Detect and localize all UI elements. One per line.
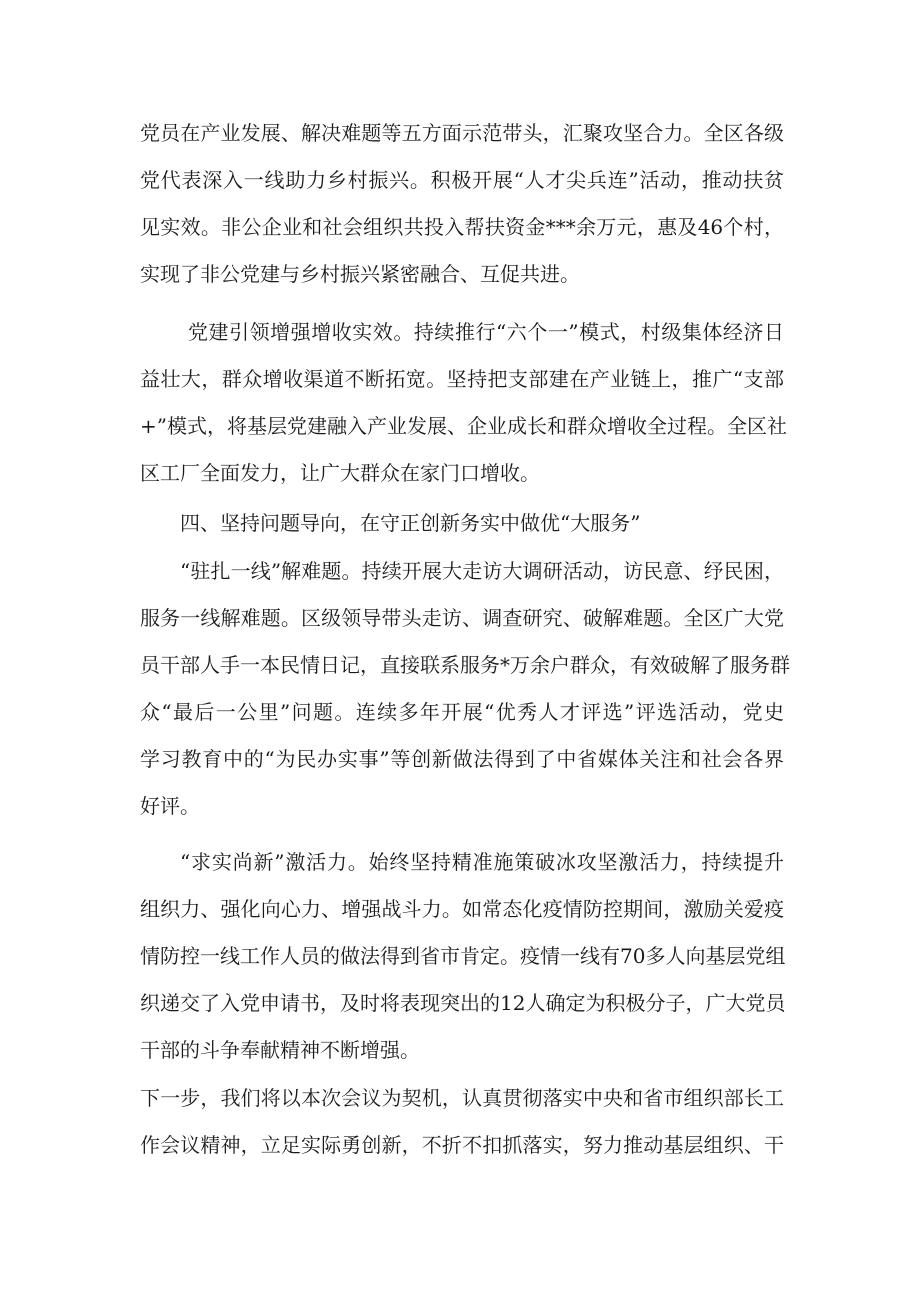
text-line: 学习教育中的“为民办实事”等创新做法得到了中省媒体关注和社会各界 bbox=[140, 747, 784, 771]
text-line: “驻扎一线”解难题。持续开展大走访大调研活动，访民意、纾民困， bbox=[180, 559, 784, 583]
text-line: 作会议精神，立足实际勇创新，不折不扣抓落实，努力推动基层组织、干 bbox=[140, 1133, 784, 1157]
heading-line: 四、坚持问题导向，在守正创新务实中做优“大服务” bbox=[180, 511, 641, 535]
text-line: 益壮大，群众增收渠道不断拓宽。坚持把支部建在产业链上，推广“支部 bbox=[140, 367, 784, 391]
text-line: “求实尚新”激活力。始终坚持精准施策破冰攻坚激活力，持续提升 bbox=[180, 850, 784, 874]
text-line: 情防控一线工作人员的做法得到省市肯定。疫情一线有70多人向基层党组 bbox=[140, 944, 786, 968]
text-line: 下一步，我们将以本次会议为契机，认真贯彻落实中央和省市组织部长工 bbox=[140, 1086, 784, 1110]
text-line: 织递交了入党申请书，及时将表现突出的12人确定为积极分子，广大党员 bbox=[140, 991, 786, 1015]
text-line: 党建引领增强增收实效。持续推行“六个一”模式，村级集体经济日 bbox=[188, 320, 784, 344]
text-line: 实现了非公党建与乡村振兴紧密融合、互促共进。 bbox=[140, 262, 580, 286]
text-line: 服务一线解难题。区级领导带头走访、调查研究、破解难题。全区广大党 bbox=[140, 606, 784, 630]
text-line: 好评。 bbox=[140, 794, 200, 818]
text-line: 员干部人手一本民情日记，直接联系服务*万余户群众，有效破解了服务群 bbox=[140, 653, 790, 677]
text-line: 党代表深入一线助力乡村振兴。积极开展“人才尖兵连”活动，推动扶贫 bbox=[140, 168, 784, 192]
text-line: 党员在产业发展、解决难题等五方面示范带头，汇聚攻坚合力。全区各级 bbox=[140, 121, 784, 145]
text-line: +”模式，将基层党建融入产业发展、企业成长和群众增收全过程。全区社 bbox=[140, 414, 787, 438]
text-line: 组织力、强化向心力、增强战斗力。如常态化疫情防控期间，激励关爱疫 bbox=[140, 897, 784, 921]
text-line: 见实效。非公企业和社会组织共投入帮扶资金***余万元，惠及46个村， bbox=[140, 215, 784, 239]
text-line: 干部的斗争奉献精神不断增强。 bbox=[140, 1038, 420, 1062]
text-line: 众“最后一公里”问题。连续多年开展“优秀人才评选”评选活动，党史 bbox=[140, 700, 784, 724]
text-line: 区工厂全面发力，让广大群众在家门口增收。 bbox=[140, 461, 540, 485]
